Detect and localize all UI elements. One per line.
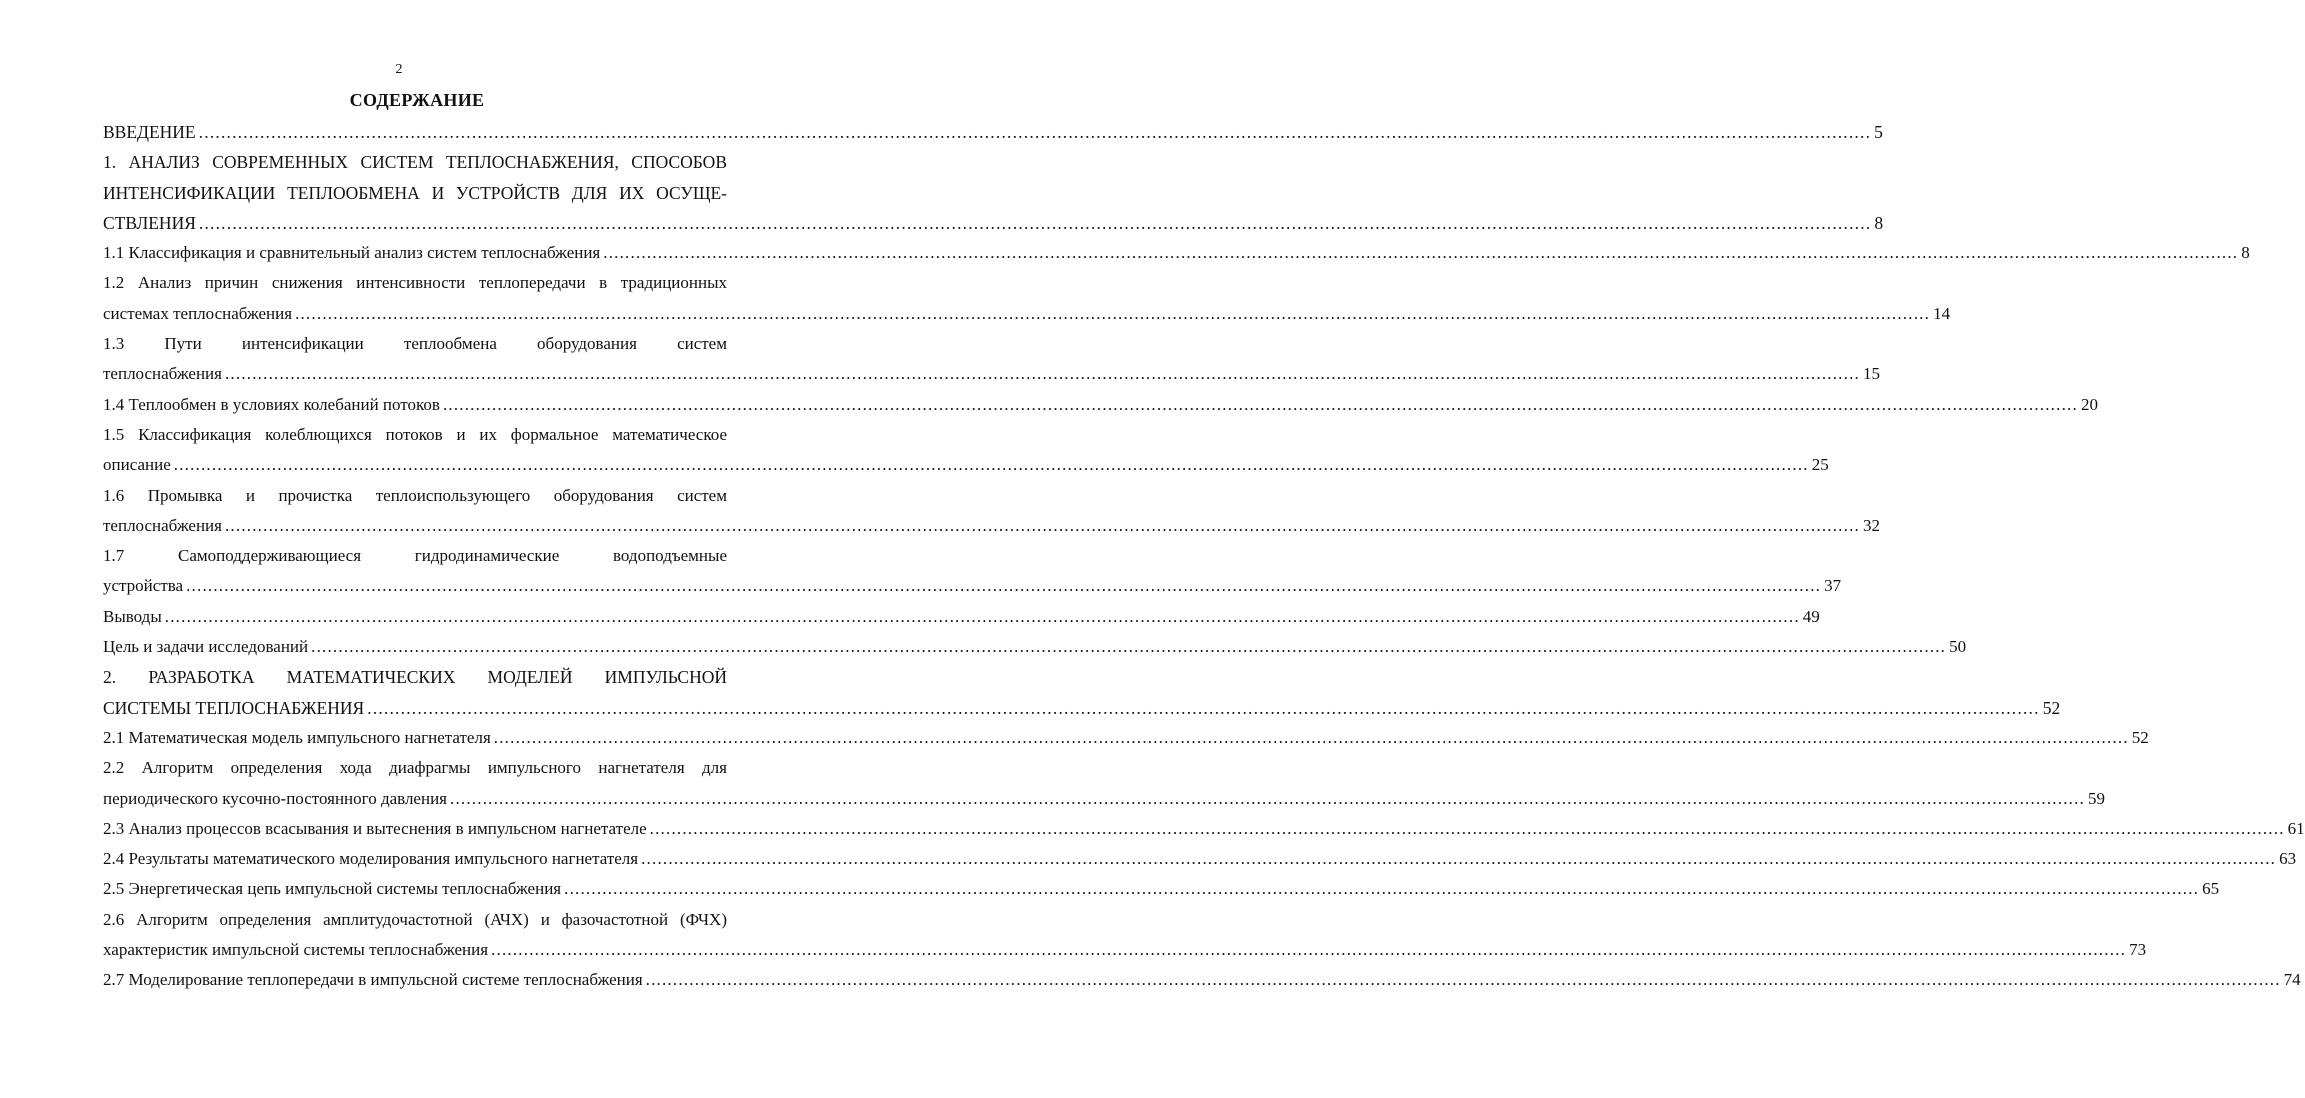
toc-entry-line xyxy=(103,814,2305,844)
toc-entry-text: 1.2 Анализ причин снижения интенсивности теплопередачи в традиционных xyxy=(103,273,727,293)
toc-entry-line xyxy=(103,299,1951,329)
dot-leader: ............................................................................................................................................................................................................................................................................................................ xyxy=(649,818,2285,838)
dot-leader: ............................................................................................................................................................................................................................................................................................................ xyxy=(442,394,2078,414)
toc-entry[interactable] xyxy=(103,753,2105,814)
toc-entry-line xyxy=(103,571,1842,601)
dot-leader: ............................................................................................................................................................................................................................................................................................................ xyxy=(641,849,2277,869)
toc-entry-text: Выводы xyxy=(103,606,162,626)
toc-entry[interactable] xyxy=(103,814,2305,844)
toc-entry-text: 2.5 Энергетическая цепь импульсной системы теплоснабжения xyxy=(103,879,562,899)
toc-entry-text: периодического кусочно-постоянного давления xyxy=(103,788,447,808)
toc-entry-text: 2.3 Анализ процессов всасывания и вытеснения в импульсном нагнетателе xyxy=(103,818,647,838)
toc-entry-text: 2.2 Алгоритм определения хода диафрагмы импульсного нагнетателя для xyxy=(103,758,727,778)
dot-leader: ............................................................................................................................................................................................................................................................................................................ xyxy=(564,879,2200,899)
toc-entry-text: 2.7 Моделирование теплопередачи в импульсной системе теплоснабжения xyxy=(103,970,643,990)
toc-entry[interactable] xyxy=(103,723,2149,753)
dot-leader: ............................................................................................................................................................................................................................................................................................................ xyxy=(450,788,2085,808)
dot-leader: ............................................................................................................................................................................................................................................................................................................ xyxy=(186,576,1822,596)
toc-entry-line xyxy=(103,117,1883,147)
toc-entry-text: 1.5 Классификация колеблющихся потоков и их формальное математическое xyxy=(103,424,727,444)
toc-page-number: 74 xyxy=(2283,970,2301,990)
toc-entry-line xyxy=(103,874,2220,904)
toc-entry-text: 1. АНАЛИЗ СОВРЕМЕННЫХ СИСТЕМ ТЕПЛОСНАБЖЕНИЯ, СПОСОБОВ xyxy=(103,152,727,173)
toc-entry-line xyxy=(103,693,2061,723)
dot-leader: ............................................................................................................................................................................................................................................................................................................ xyxy=(164,606,1800,626)
toc-page-number: 59 xyxy=(2088,788,2105,808)
toc-entry[interactable] xyxy=(103,420,1829,481)
toc-entry[interactable] xyxy=(103,905,2147,966)
dot-leader: ............................................................................................................................................................................................................................................................................................................ xyxy=(311,637,1947,657)
toc-entry-text: 1.1 Классификация и сравнительный анализ систем теплоснабжения xyxy=(103,243,601,263)
toc-entry[interactable] xyxy=(103,662,2061,723)
toc-entry[interactable] xyxy=(103,390,2098,420)
toc-entry-line xyxy=(103,935,2147,965)
toc-page-number: 32 xyxy=(1862,515,1880,535)
toc-page-number: 14 xyxy=(1933,303,1951,323)
toc-entry-text: 2.6 Алгоритм определения амплитудочастотной (АЧХ) и фазочастотной (ФЧХ) xyxy=(103,909,727,929)
toc-entry-text: Цель и задачи исследований xyxy=(103,637,309,657)
toc-entry[interactable] xyxy=(103,238,2250,268)
toc-page-number: 15 xyxy=(1862,364,1880,384)
toc-page-number: 61 xyxy=(2287,818,2305,838)
toc-page-number: 50 xyxy=(1949,637,1967,657)
toc-entry-line xyxy=(103,359,1880,389)
toc-entry-line xyxy=(103,238,2250,268)
page-title: СОДЕРЖАНИЕ xyxy=(349,90,485,110)
toc-entry[interactable] xyxy=(103,541,1842,602)
toc-page-number: 65 xyxy=(2202,879,2220,899)
toc-entry-line xyxy=(103,602,1820,632)
toc-page-number: 52 xyxy=(2131,727,2149,747)
table-of-contents xyxy=(103,117,2305,996)
dot-leader: ............................................................................................................................................................................................................................................................................................................ xyxy=(224,515,1860,535)
toc-entry-text: ИНТЕНСИФИКАЦИИ ТЕПЛООБМЕНА И УСТРОЙСТВ ДЛЯ ИХ ОСУЩЕ- xyxy=(103,182,727,203)
toc-entry[interactable] xyxy=(103,117,1883,147)
page-number: 2 xyxy=(395,62,403,77)
dot-leader: ............................................................................................................................................................................................................................................................................................................ xyxy=(493,727,2129,747)
toc-entry[interactable] xyxy=(103,632,1967,662)
toc-entry-line xyxy=(103,784,2105,814)
toc-entry-text: 2.1 Математическая модель импульсного нагнетателя xyxy=(103,727,491,747)
toc-entry-line xyxy=(103,844,2297,874)
toc-entry-text: ВВЕДЕНИЕ xyxy=(103,122,196,142)
toc-entry-line xyxy=(103,511,1880,541)
toc-entry[interactable] xyxy=(103,268,1951,329)
toc-page-number: 63 xyxy=(2279,849,2297,869)
toc-page-number: 49 xyxy=(1802,606,1820,626)
toc-entry-text: 1.3 Пути интенсификации теплообмена оборудования систем xyxy=(103,334,727,354)
toc-entry-text: теплоснабжения xyxy=(103,515,222,535)
toc-entry[interactable] xyxy=(103,965,2301,995)
toc-entry-line xyxy=(103,450,1829,480)
toc-entry-line xyxy=(103,208,1884,238)
toc-entry-text: СИСТЕМЫ ТЕПЛОСНАБЖЕНИЯ xyxy=(103,697,365,718)
toc-page-number: 37 xyxy=(1824,576,1842,596)
toc-entry-text: 2. РАЗРАБОТКА МАТЕМАТИЧЕСКИХ МОДЕЛЕЙ ИМПУЛЬСНОЙ xyxy=(103,667,727,688)
dot-leader: ............................................................................................................................................................................................................................................................................................................ xyxy=(224,364,1860,384)
toc-entry-line xyxy=(103,965,2301,995)
toc-page-number: 8 xyxy=(1874,212,1884,233)
toc-page-number: 25 xyxy=(1811,455,1829,475)
toc-entry-line xyxy=(103,390,2098,420)
dot-leader: ............................................................................................................................................................................................................................................................................................................ xyxy=(173,455,1809,475)
dot-leader: ............................................................................................................................................................................................................................................................................................................ xyxy=(295,303,1931,323)
dot-leader: ............................................................................................................................................................................................................................................................................................................ xyxy=(603,243,2239,263)
toc-entry[interactable] xyxy=(103,874,2220,904)
toc-entry[interactable] xyxy=(103,329,1880,390)
toc-entry-text: описание xyxy=(103,455,171,475)
dot-leader: ............................................................................................................................................................................................................................................................................................................ xyxy=(198,212,1872,233)
toc-entry[interactable] xyxy=(103,602,1820,632)
toc-entry-text: устройства xyxy=(103,576,184,596)
toc-entry-text: теплоснабжения xyxy=(103,364,222,384)
toc-entry-text: системах теплоснабжения xyxy=(103,303,293,323)
dot-leader: ............................................................................................................................................................................................................................................................................................................ xyxy=(198,122,1872,142)
toc-entry-text: СТВЛЕНИЯ xyxy=(103,212,196,233)
toc-entry-text: характеристик импульсной системы теплоснабжения xyxy=(103,940,489,960)
toc-entry-line xyxy=(103,632,1967,662)
toc-page-number: 5 xyxy=(1874,122,1883,142)
toc-entry-text: 2.4 Результаты математического моделирования импульсного нагнетателя xyxy=(103,849,639,869)
toc-entry-text: 1.6 Промывка и прочистка теплоиспользующего оборудования систем xyxy=(103,485,727,505)
dot-leader: ............................................................................................................................................................................................................................................................................................................ xyxy=(645,970,2281,990)
toc-entry-text: 1.7 Самоподдерживающиеся гидродинамические водоподъемные xyxy=(103,546,727,566)
toc-page-number: 8 xyxy=(2241,243,2250,263)
toc-page-number: 52 xyxy=(2042,697,2061,718)
toc-page-number: 20 xyxy=(2080,394,2098,414)
toc-entry-line xyxy=(103,723,2149,753)
toc-entry[interactable] xyxy=(103,844,2297,874)
dot-leader: ............................................................................................................................................................................................................................................................................................................ xyxy=(491,940,2127,960)
toc-entry-text: 1.4 Теплообмен в условиях колебаний потоков xyxy=(103,394,440,414)
toc-page-number: 73 xyxy=(2129,940,2147,960)
toc-entry[interactable] xyxy=(103,147,1884,238)
toc-entry[interactable] xyxy=(103,481,1880,542)
dot-leader: ............................................................................................................................................................................................................................................................................................................ xyxy=(367,697,2040,718)
